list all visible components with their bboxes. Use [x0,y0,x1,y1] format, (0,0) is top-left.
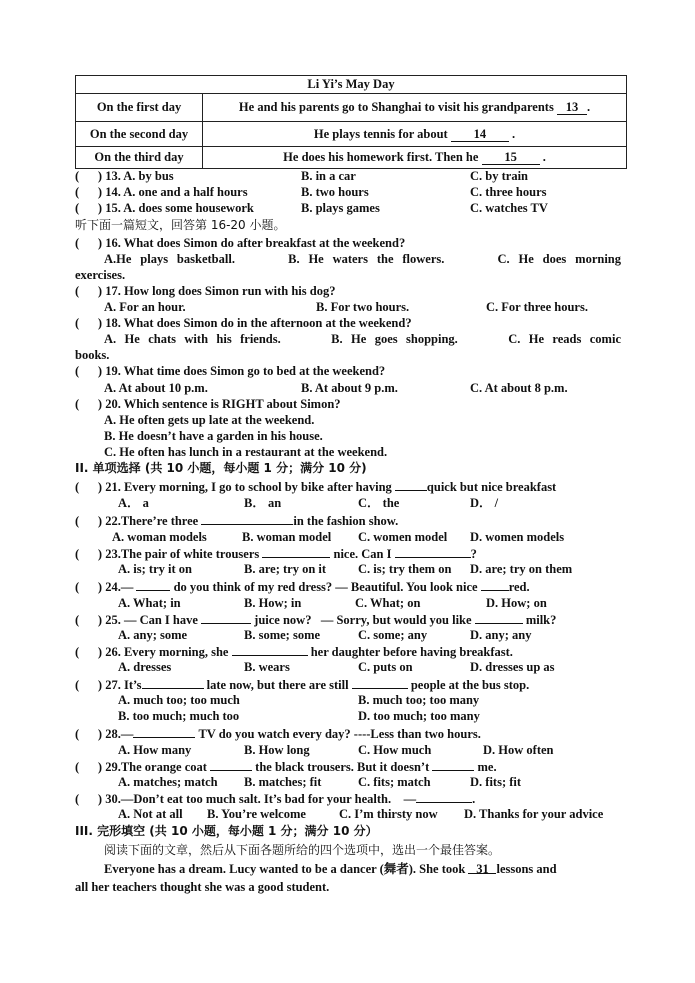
answer-blank[interactable] [142,676,204,689]
question-20-option-c: C. He often has lunch in a restaurant at the weekend. [104,445,388,459]
question-18: ( ) 18. What does Simon do in the afternoon at the weekend? [75,316,412,330]
question-26-options: A. dresses B. wears C. puts on D. dresses up as [118,660,555,674]
question-17-options: A. For an hour. B. For two hours. C. For three hours. [104,300,588,314]
answer-blank[interactable] [416,790,472,803]
answer-blank[interactable] [432,758,474,771]
question-30: ( ) 30.—Don’t eat too much salt. It’s bad for your health. — . [75,792,476,806]
table-row [76,94,627,122]
cloze-instruction: 阅读下面的文章，然后从下面各题所给的四个选项中，选出一个最佳答案。 [104,843,501,857]
answer-blank[interactable] [481,578,509,591]
table-day-cell: On the second day [76,122,203,147]
question-14: ( ) 14. A. one and a half hours B. two hours C. three hours [75,185,547,199]
question-15: ( ) 15. A. does some housework B. plays games C. watches TV [75,201,548,215]
table-row [76,122,627,147]
question-30-options: A. Not at all B. You’re welcome C. I’m thirsty now D. Thanks for your advice [118,807,604,821]
answer-blank[interactable]: 14 [451,128,509,142]
answer-blank[interactable] [475,611,523,624]
table-text-cell: He plays tennis for about 14 . [203,122,627,147]
table-day-cell: On the first day [76,94,203,122]
answer-blank[interactable] [201,512,293,525]
question-13: ( ) 13. A. by bus B. in a car C. by train [75,169,528,183]
answer-blank[interactable] [262,545,330,558]
answer-blank[interactable] [232,643,308,656]
answer-blank[interactable]: 31 [468,861,496,874]
question-28-options: A. How many B. How long C. How much D. How often [118,743,554,757]
section-2-heading: II. 单项选择 (共 10 小题，每小题 1 分；满分 10 分) [75,461,367,475]
question-22: ( ) 22.There’re three in the fashion show. [75,514,399,528]
question-22-options: A. woman models B. woman model C. women model D. women models [112,530,565,544]
question-24: ( ) 24.— do you think of my red dress? — Beautiful. You look nice red. [75,580,530,594]
answer-blank[interactable]: 13 [557,101,587,115]
question-16: ( ) 16. What does Simon do after breakfast at the weekend? [75,236,406,250]
question-23-options: A. is; try it on B. are; try on it C. is; try them on D. are; try on them [118,562,573,576]
question-20: ( ) 20. Which sentence is RIGHT about Simon? [75,397,341,411]
answer-blank[interactable] [201,611,251,624]
question-27-options-ab: A. much too; too much B. much too; too many [118,693,480,707]
table-title: Li Yi’s May Day [76,76,627,94]
table-text-cell: He does his homework first. Then he 15 . [203,147,627,169]
answer-blank[interactable]: 15 [482,151,540,165]
answer-blank[interactable] [210,758,252,771]
question-19-options: A. At about 10 p.m. B. At about 9 p.m. C. At about 8 p.m. [104,381,568,395]
question-25-options: A. any; some B. some; some C. some; any D. any; any [118,628,532,642]
question-29-options: A. matches; match B. matches; fit C. fits; match D. fits; fit [118,775,522,789]
question-26: ( ) 26. Every morning, she her daughter before having breakfast. [75,645,513,659]
table-text-cell: He and his parents go to Shanghai to visit his grandparents 13 . [203,94,627,122]
question-17: ( ) 17. How long does Simon run with his dog? [75,284,336,298]
question-19: ( ) 19. What time does Simon go to bed at the weekend? [75,364,386,378]
answer-blank[interactable] [395,545,471,558]
answer-blank[interactable] [352,676,408,689]
question-18-wrap: books. [75,348,110,362]
question-24-options: A. What; in B. How; in C. What; on D. How; on [118,596,547,610]
question-29: ( ) 29.The orange coat the black trousers. But it doesn’t me. [75,760,497,774]
question-20-option-a: A. He often gets up late at the weekend. [104,413,315,427]
question-27: ( ) 27. It’s late now, but there are still people at the bus stop. [75,678,530,692]
answer-blank[interactable] [395,478,427,491]
question-27-options-cd: B. too much; much too D. too much; too many [118,709,480,723]
question-16-options: A.He plays basketball. B. He waters the flowers. C. He does morning [104,252,621,266]
question-16-wrap: exercises. [75,268,126,282]
question-28: ( ) 28.— TV do you watch every day? ----Less than two hours. [75,727,481,741]
question-25: ( ) 25. — Can I have juice now? — Sorry, but would you like milk? [75,613,557,627]
table-row [76,147,627,169]
question-21-options: A． a B． an C． the D． / [118,496,499,510]
section-3-heading: III. 完形填空 (共 10 小题，每小题 1 分；满分 10 分） [75,824,378,838]
answer-blank[interactable] [133,725,195,738]
question-21: ( ) 21. Every morning, I go to school by bike after having quick but nice breakfast [75,480,557,494]
passage-line-1: Everyone has a dream. Lucy wanted to be a dancer (舞者). She took 31 lessons and [104,862,557,876]
answer-blank[interactable] [136,578,170,591]
table-day-cell: On the third day [76,147,203,169]
question-23: ( ) 23.The pair of white trousers nice. Can I ? [75,547,477,561]
may-day-table [75,75,627,169]
question-20-option-b: B. He doesn’t have a garden in his house. [104,429,323,443]
passage-line-2: all her teachers thought she was a good student. [75,880,330,894]
question-18-options: A. He chats with his friends. B. He goes shopping. C. He reads comic [104,332,621,346]
listening-instruction: 听下面一篇短文，回答第 16-20 小题。 [75,218,286,232]
